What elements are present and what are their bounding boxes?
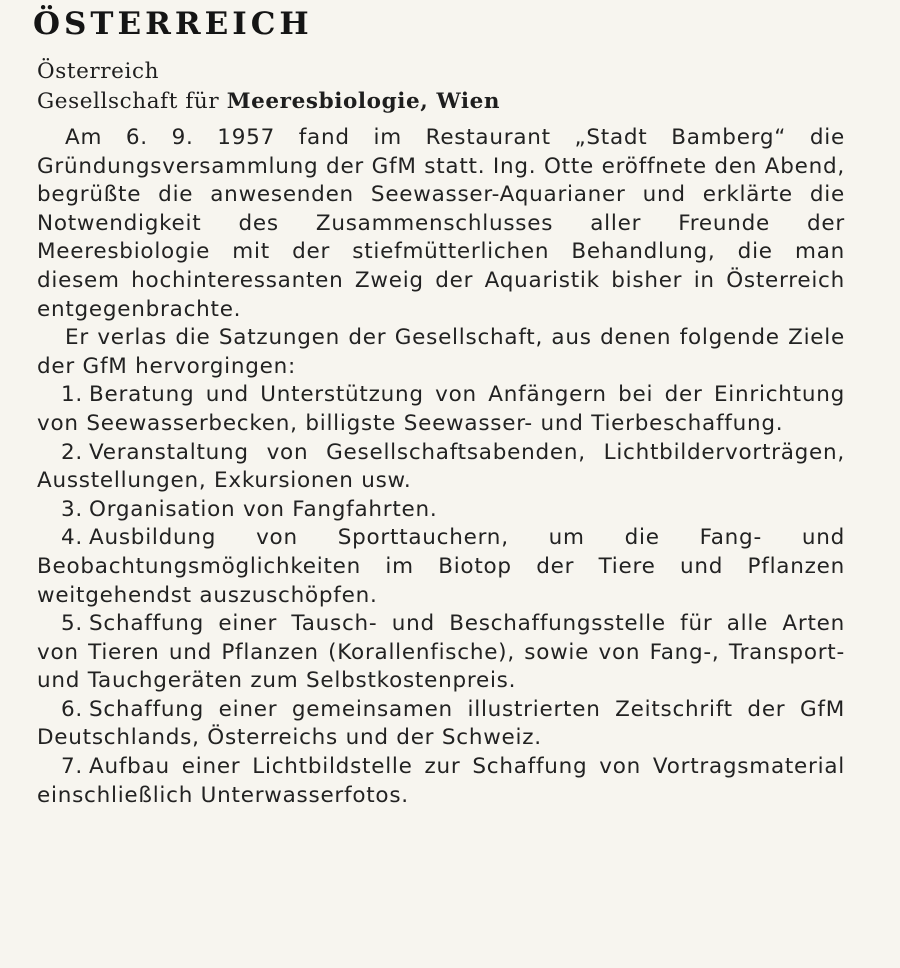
goal-item-1 — [37, 381, 845, 438]
subheading-country: Österreich — [37, 59, 160, 84]
society-name: Meeresbiologie, Wien — [226, 89, 501, 114]
goal-item-3 — [37, 496, 845, 525]
goal-number: 3. — [61, 496, 84, 522]
goal-number: 7. — [61, 754, 84, 780]
goals-list — [37, 381, 845, 810]
goal-number: 5. — [61, 611, 84, 637]
intro-paragraph: Am 6. 9. 1957 fand im Restaurant „Stadt Bamberg“ die Gründungsversammlung der GfM statt. Ing. Otte eröffnete den Abend, begrüßte die anwesenden Seewasser-Aquarianer und erklärte die Notwendigkeit des Zusammenschlusses aller Freunde der Meeresbiologie mit der stiefmütterlichen Behandlung, die man diesem hochinteressanten Zweig der Aquaristik bisher in Österreich entgegenbrachte. — [37, 125, 845, 322]
article-body — [37, 124, 845, 810]
society-prefix: Gesellschaft für — [37, 89, 220, 114]
goal-text: Ausbildung von Sporttauchern, um die Fang- und Beobachtungsmöglichkeiten im Biotop der Tiere und Pflanzen weitgehendst auszuschöpfen. — [37, 525, 845, 608]
goal-item-4 — [37, 524, 845, 610]
goal-item-6 — [37, 696, 845, 753]
society-heading — [37, 89, 500, 114]
goal-text: Schaffung einer gemeinsamen illustrierten Zeitschrift der GfM Deutschlands, Österreichs und der Schweiz. — [37, 696, 845, 751]
goal-text: Veranstaltung von Gesellschaftsabenden, Lichtbildervorträgen, Ausstellungen, Exkursionen usw. — [37, 439, 845, 494]
statutes-paragraph: Er verlas die Satzungen der Gesellschaft, aus denen folgende Ziele der GfM hervorgingen: — [37, 325, 845, 379]
goal-number: 1. — [61, 382, 84, 408]
goal-item-2 — [37, 439, 845, 496]
goal-number: 6. — [61, 696, 84, 722]
goal-text: Organisation von Fangfahrten. — [89, 496, 438, 522]
goal-text: Beratung und Unterstützung von Anfängern bei der Einrichtung von Seewasserbecken, billigste Seewasser- und Tierbeschaffung. — [37, 382, 845, 436]
country-heading: ÖSTERREICH — [33, 6, 313, 42]
goal-item-7 — [37, 753, 845, 810]
goal-text: Schaffung einer Tausch- und Beschaffungsstelle für alle Arten von Tieren und Pflanzen (Korallenfische), sowie von Fang-, Transport- und Tauchgeräten zum Selbstkostenpreis. — [37, 611, 845, 694]
goal-item-5 — [37, 610, 845, 696]
goal-number: 4. — [61, 525, 84, 551]
goal-number: 2. — [61, 439, 84, 465]
goal-text: Aufbau einer Lichtbildstelle zur Schaffung von Vortragsmaterial einschließlich Unterwasserfotos. — [37, 754, 845, 808]
